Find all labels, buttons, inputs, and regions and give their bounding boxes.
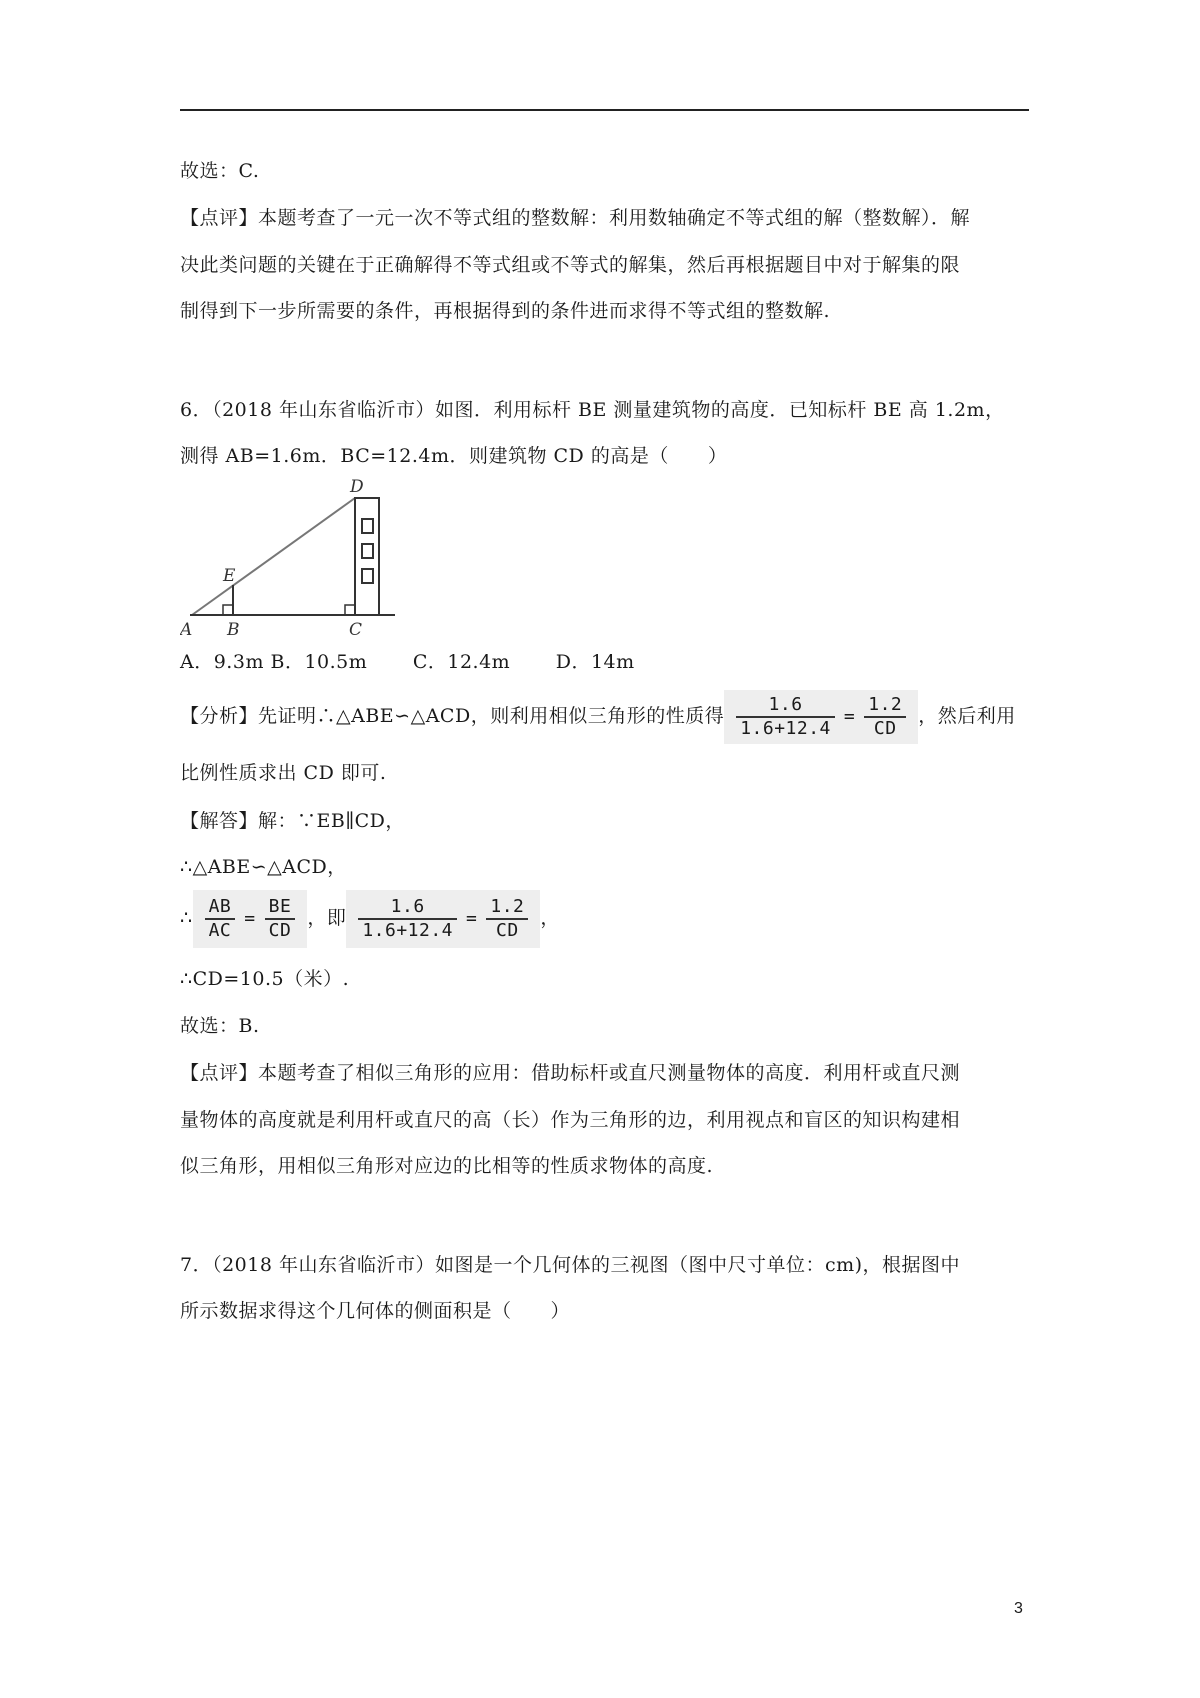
label-b: B <box>227 620 240 640</box>
fraction-1-2-over-cd <box>858 692 912 742</box>
fraction-denominator: CD <box>496 920 519 941</box>
q6-solution-line-3 <box>180 890 560 948</box>
q7-stem-line-1: 7．（2018 年山东省临沂市）如图是一个几何体的三视图（图中尺寸单位：cm)，根据图中 <box>180 1254 961 1276</box>
q6-solution-line-2: ∴△ABE∽△ACD， <box>180 856 347 878</box>
fraction-denominator: CD <box>873 718 897 739</box>
label-e: E <box>223 566 236 586</box>
hypotenuse-line <box>192 498 355 615</box>
analysis-prefix: 【分析】先证明∴△ABE∽△ACD，则利用相似三角形的性质得 <box>180 705 725 727</box>
analysis-suffix: ，然后利用 <box>918 705 1016 727</box>
fraction-denominator: 1.6+12.4 <box>362 920 454 941</box>
q6-stem-line-1: 6．（2018 年山东省临沂市）如图．利用标杆 BE 测量建筑物的高度．已知标杆 BE 高 1.2m， <box>180 399 1005 421</box>
label-c: C <box>349 620 363 640</box>
fraction-1-6-over-sum <box>730 692 841 742</box>
prev-comment-line-2: 决此类问题的关键在于正确解得不等式组或不等式的解集，然后再根据题目中对于解集的限 <box>180 254 961 276</box>
q6-stem-line-2: 测得 AB=1.6m．BC=12.4m．则建筑物 CD 的高是（ ） <box>180 445 728 467</box>
fraction-numerator: 1.2 <box>486 896 528 920</box>
fraction-numerator: 1.6 <box>358 896 457 920</box>
header-rule <box>180 109 1029 111</box>
q6-solution-line-4: ∴CD=10.5（米）. <box>180 968 350 990</box>
equals-sign: = <box>843 706 856 727</box>
q6-analysis-line-1 <box>180 690 1016 744</box>
q6-figure <box>180 475 410 640</box>
q6-comment-line-2: 量物体的高度就是利用杆或直尺的高（长）作为三角形的边，利用视点和盲区的知识构建相 <box>180 1109 961 1131</box>
fraction-numerator: BE <box>265 896 296 920</box>
comma: ， <box>540 907 560 929</box>
q6-options: A．9.3m B．10.5m C．12.4m D．14m <box>180 651 635 673</box>
building-cd <box>355 498 379 615</box>
right-angle-b <box>223 605 233 615</box>
building-window-3 <box>362 569 373 583</box>
equals-sign: = <box>466 908 478 929</box>
fraction-be-over-cd <box>259 894 302 944</box>
page-number: 3 <box>1014 1600 1023 1617</box>
prev-comment-line-1: 【点评】本题考查了一元一次不等式组的整数解：利用数轴确定不等式组的解（整数解）．解 <box>180 207 971 229</box>
fraction-numerator: 1.6 <box>736 694 835 718</box>
fraction-denominator: AC <box>208 920 232 941</box>
q6-comment-line-3: 似三角形，用相似三角形对应边的比相等的性质求物体的高度. <box>180 1155 714 1177</box>
fraction-numerator: 1.2 <box>864 694 906 718</box>
right-angle-c <box>345 605 355 615</box>
ratio-formula-1 <box>193 890 308 948</box>
fraction-1-2-over-cd <box>480 894 534 944</box>
prev-answer: 故选：C. <box>180 160 260 182</box>
q6-comment-line-1: 【点评】本题考查了相似三角形的应用：借助标杆或直尺测量物体的高度．利用杆或直尺测 <box>180 1062 961 1084</box>
building-window-2 <box>362 544 373 558</box>
equals-sign: = <box>244 908 256 929</box>
fraction-1-6-over-sum <box>352 894 463 944</box>
label-d: D <box>350 477 364 497</box>
ji-text: ，即 <box>307 907 347 929</box>
q6-answer: 故选：B. <box>180 1015 260 1037</box>
q7-stem-line-2: 所示数据求得这个几何体的侧面积是（ ） <box>180 1300 571 1322</box>
analysis-formula <box>724 690 918 744</box>
fraction-denominator: CD <box>268 920 292 941</box>
therefore-symbol: ∴ <box>180 907 193 929</box>
prev-comment-line-3: 制得到下一步所需要的条件，再根据得到的条件进而求得不等式组的整数解. <box>180 300 831 322</box>
q6-analysis-line-2: 比例性质求出 CD 即可. <box>180 762 387 784</box>
fraction-denominator: 1.6+12.4 <box>740 718 831 739</box>
building-window-1 <box>362 519 373 533</box>
fraction-numerator: AB <box>205 896 236 920</box>
ratio-formula-2 <box>346 890 540 948</box>
fraction-ab-over-ac <box>199 894 242 944</box>
label-a: A <box>180 620 193 640</box>
q6-solution-line-1: 【解答】解：∵EB∥CD， <box>180 810 405 832</box>
